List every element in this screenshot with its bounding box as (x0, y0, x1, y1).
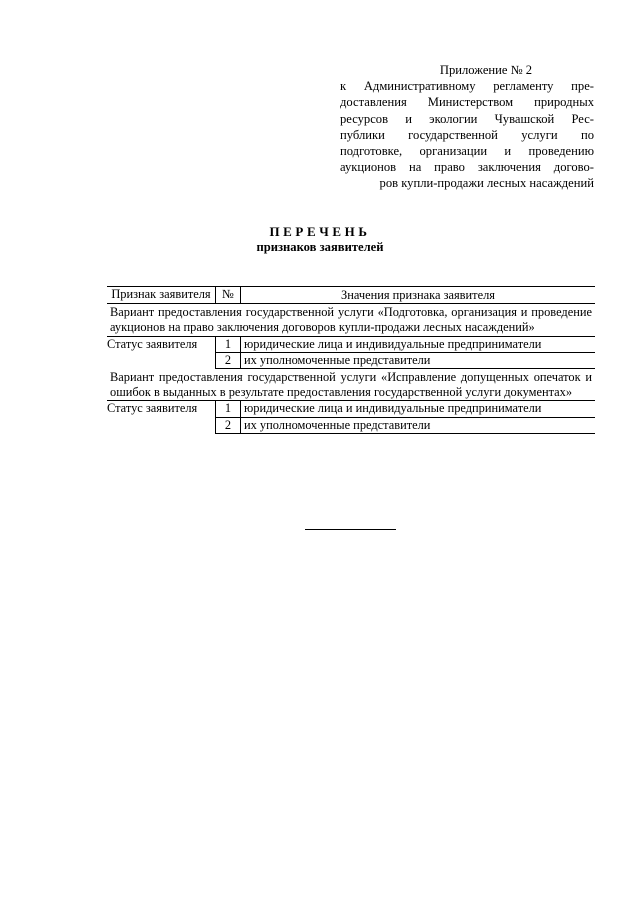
appendix-line: подготовке, организации и проведению (340, 144, 594, 159)
variant-text: Вариант предоставления государственной услуги «Подготовка, организация и проведение аукционов на право заключения договоров купли-продажи лесных насаждений» (107, 304, 595, 336)
option-number: 2 (216, 417, 241, 433)
header-values: Значения признака заявителя (241, 287, 596, 304)
option-value: юридические лица и индивидуальные предприниматели (241, 336, 596, 352)
appendix-line: к Административному регламенту пре- (340, 79, 594, 94)
variant-row (107, 304, 595, 336)
appendix-line: доставления Министерством природных (340, 95, 594, 110)
appendix-line: публики государственной услуги по (340, 127, 594, 142)
option-value: их уполномоченные представители (241, 417, 596, 433)
applicant-criteria-table (107, 286, 595, 434)
option-number: 2 (216, 352, 241, 368)
document-subtitle: признаков заявителей (256, 240, 384, 254)
table-header-row (107, 287, 595, 304)
table-row (107, 336, 595, 352)
document-title: ПЕРЕЧЕНЬ (269, 224, 371, 239)
variant-text: Вариант предоставления государственной услуги «Исправление допущенных опечаток и ошибок в выданных в результате предоставления государственной услуги документах» (107, 369, 595, 401)
option-value: юридические лица и индивидуальные предприниматели (241, 401, 596, 417)
table-row (107, 401, 595, 417)
option-number: 1 (216, 401, 241, 417)
variant-row (107, 369, 595, 401)
appendix-line: ров купли-продажи лесных насаждений (379, 176, 594, 191)
applicant-status-label: Статус заявителя (107, 401, 216, 433)
option-number: 1 (216, 336, 241, 352)
header-number: № (216, 287, 241, 304)
appendix-title: Приложение № 2 (439, 63, 533, 77)
appendix-note (340, 62, 594, 192)
appendix-line: аукционов на право заключения догово- (340, 160, 594, 175)
appendix-line: ресурсов и экологии Чувашской Рес- (340, 111, 594, 126)
option-value: их уполномоченные представители (241, 352, 596, 368)
header-sign: Признак заявителя (107, 287, 216, 304)
applicant-status-label: Статус заявителя (107, 336, 216, 368)
separator-line (305, 529, 396, 530)
